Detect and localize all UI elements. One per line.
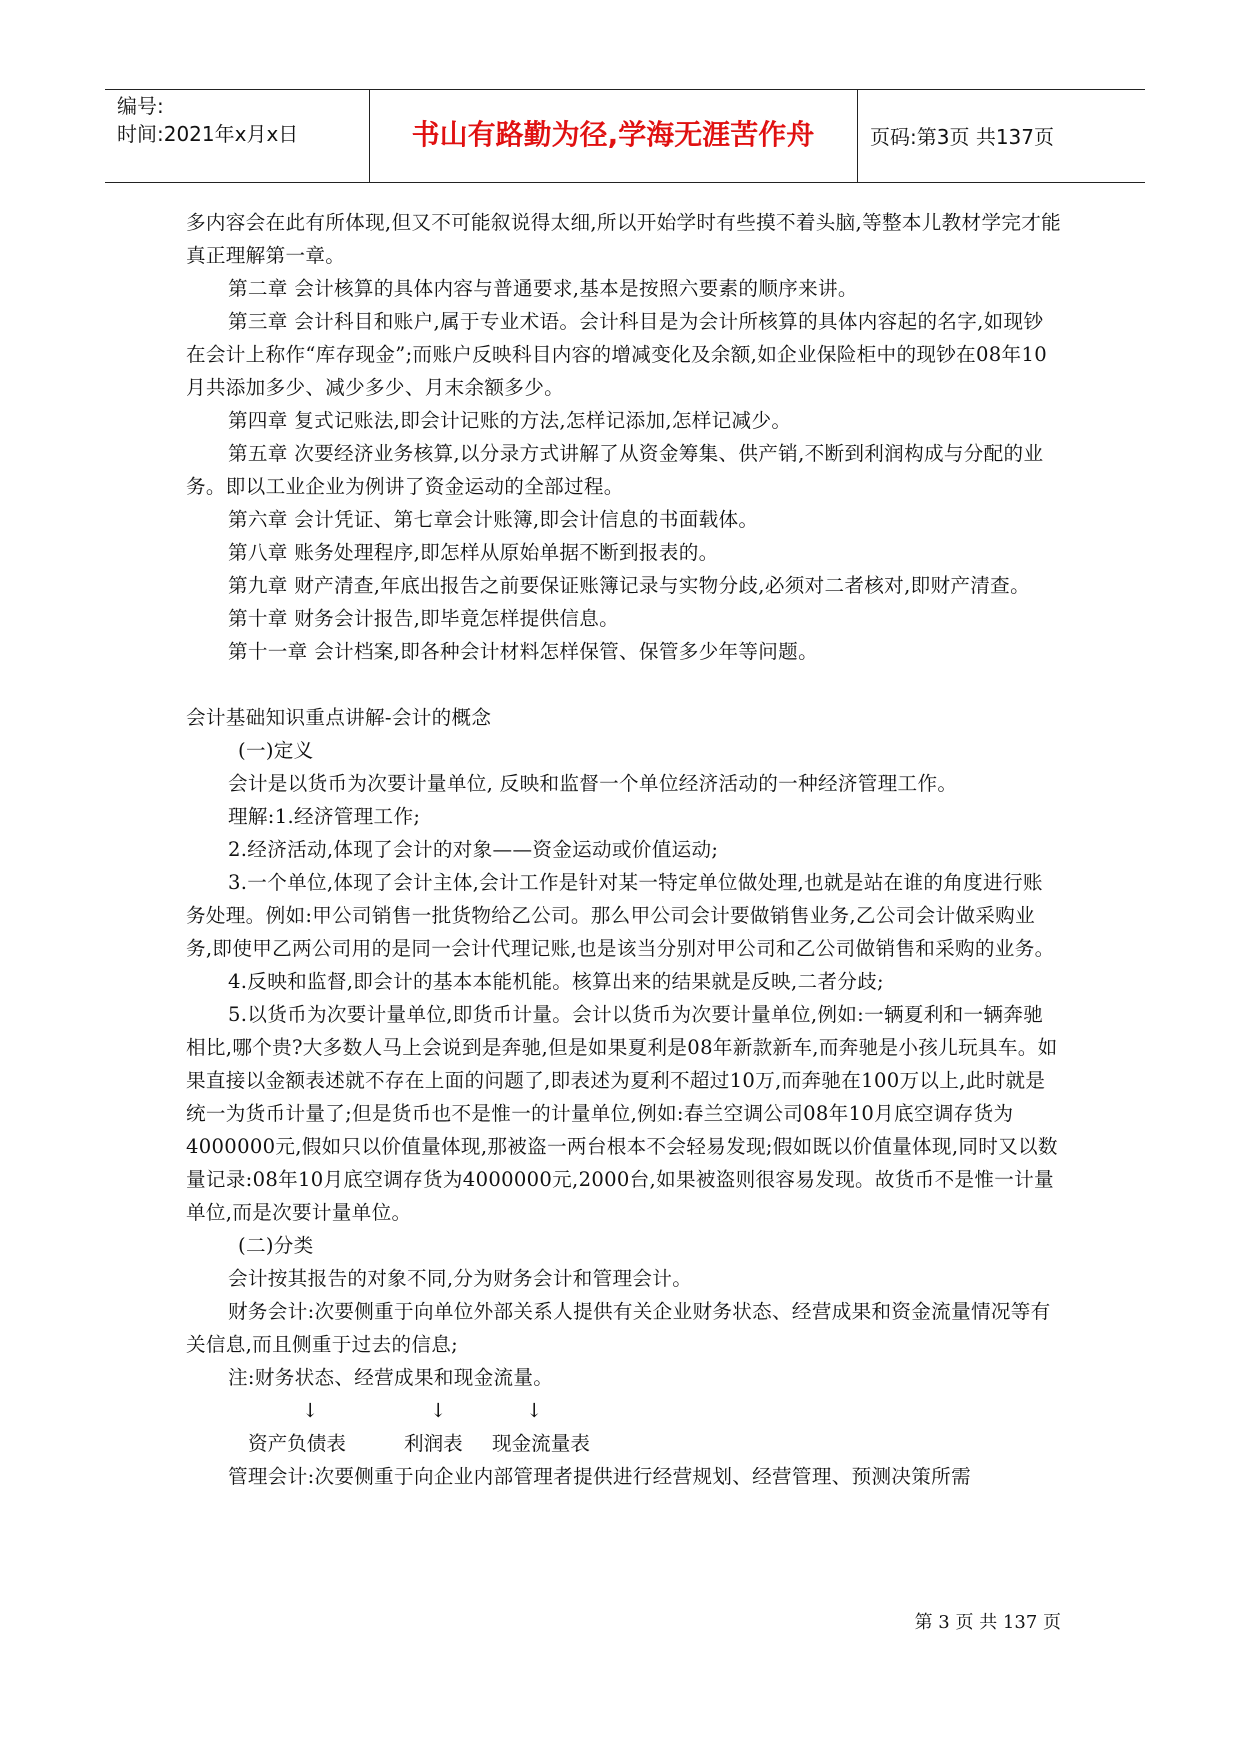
- paragraph: 管理会计:次要侧重于向企业内部管理者提供进行经营规划、经营管理、预测决策所需: [228, 1465, 971, 1488]
- document-number-label: 编号:: [117, 94, 164, 118]
- paragraph: 第二章 会计核算的具体内容与普通要求,基本是按照六要素的顺序来讲。: [228, 277, 858, 300]
- balance-sheet-label: 资产负债表: [248, 1432, 346, 1455]
- section-heading: 会计基础知识重点讲解-会计的概念: [186, 706, 492, 729]
- header-divider-right: [857, 89, 858, 182]
- down-arrow-icon: ↓: [302, 1399, 319, 1422]
- header-top-rule: [105, 89, 1145, 90]
- income-statement-label: 利润表: [404, 1432, 463, 1455]
- paragraph: 注:财务状态、经营成果和现金流量。: [228, 1366, 554, 1389]
- paragraph: 5.以货币为次要计量单位,即货币计量。会计以货币为次要计量单位,例如:一辆夏利和一辆奔驰相比,哪个贵?大多数人马上会说到是奔驰,但是如果夏利是08年新款新车,而奔驰是小孩儿玩具车。如果直接以金额表述就不存在上面的问题了,即表述为夏利不超过10万,而奔驰在100万以上,此时就是统一为货币计量了;但是货币也不是惟一的计量单位,例如:春兰空调公司08年10月底空调存货为4000000元,假如只以价值量体现,那被盗一两台根本不会轻易发现;假如既以价值量体现,同时又以数量记录:08年10月底空调存货为4000000元,2000台,如果被盗则很容易发现。故货币不是惟一计量单位,而是次要计量单位。: [186, 1003, 1058, 1224]
- paragraph: 第四章 复式记账法,即会计记账的方法,怎样记添加,怎样记减少。: [228, 409, 792, 432]
- footer-page-number: 第 3 页 共 137 页: [914, 1612, 1061, 1633]
- document-time-label: 时间:2021年x月x日: [117, 122, 299, 146]
- paragraph: 第八章 账务处理程序,即怎样从原始单据不断到报表的。: [228, 541, 719, 564]
- paragraph: 多内容会在此有所体现,但又不可能叙说得太细,所以开始学时有些摸不着头脑,等整本儿教材学完才能真正理解第一章。: [186, 211, 1062, 267]
- paragraph: 理解:1.经济管理工作;: [228, 805, 421, 828]
- header-page-label: 页码:第3页 共137页: [870, 125, 1054, 149]
- subsection-heading-classification: (二)分类: [238, 1234, 314, 1257]
- paragraph: 3.一个单位,体现了会计主体,会计工作是针对某一特定单位做处理,也就是站在谁的角度进行账务处理。例如:甲公司销售一批货物给乙公司。那么甲公司会计要做销售业务,乙公司会计做采购业务,即使甲乙两公司用的是同一会计代理记账,也是该当分别对甲公司和乙公司做销售和采购的业务。: [186, 871, 1055, 960]
- paragraph: 财务会计:次要侧重于向单位外部关系人提供有关企业财务状态、经营成果和资金流量情况等有关信息,而且侧重于过去的信息;: [186, 1300, 1051, 1356]
- paragraph: 第十章 财务会计报告,即毕竟怎样提供信息。: [228, 607, 620, 630]
- paragraph: 第六章 会计凭证、第七章会计账簿,即会计信息的书面载体。: [228, 508, 759, 531]
- paragraph: 4.反映和监督,即会计的基本本能机能。核算出来的结果就是反映,二者分歧;: [228, 970, 884, 993]
- subsection-heading-definition: (一)定义: [238, 739, 314, 762]
- statement-flow: [186, 1394, 1061, 1460]
- paragraph: 第十一章 会计档案,即各种会计材料怎样保管、保管多少年等问题。: [228, 640, 818, 663]
- paragraph: 第五章 次要经济业务核算,以分录方式讲解了从资金筹集、供产销,不断到利润构成与分配的业务。即以工业企业为例讲了资金运动的全部过程。: [186, 442, 1044, 498]
- paragraph: 会计是以货币为次要计量单位, 反映和监督一个单位经济活动的一种经济管理工作。: [228, 772, 958, 795]
- header-motto: 书山有路勤为径,学海无涯苦作舟: [411, 118, 815, 151]
- header-bottom-rule: [105, 182, 1145, 183]
- paragraph: 2.经济活动,体现了会计的对象——资金运动或价值运动;: [228, 838, 719, 861]
- paragraph: 会计按其报告的对象不同,分为财务会计和管理会计。: [228, 1267, 693, 1290]
- down-arrow-icon: ↓: [430, 1399, 447, 1422]
- cash-flow-statement-label: 现金流量表: [492, 1432, 590, 1455]
- down-arrow-icon: ↓: [526, 1399, 543, 1422]
- header-left-cell: [117, 92, 298, 148]
- paragraph: 第三章 会计科目和账户,属于专业术语。会计科目是为会计所核算的具体内容起的名字,如现钞在会计上称作“库存现金”;而账户反映科目内容的增减变化及余额,如企业保险柜中的现钞在08年10月共添加多少、减少多少、月末余额多少。: [186, 310, 1047, 399]
- document-body: [186, 206, 1061, 1493]
- paragraph: 第九章 财产清查,年底出报告之前要保证账簿记录与实物分歧,必须对二者核对,即财产清查。: [228, 574, 1030, 597]
